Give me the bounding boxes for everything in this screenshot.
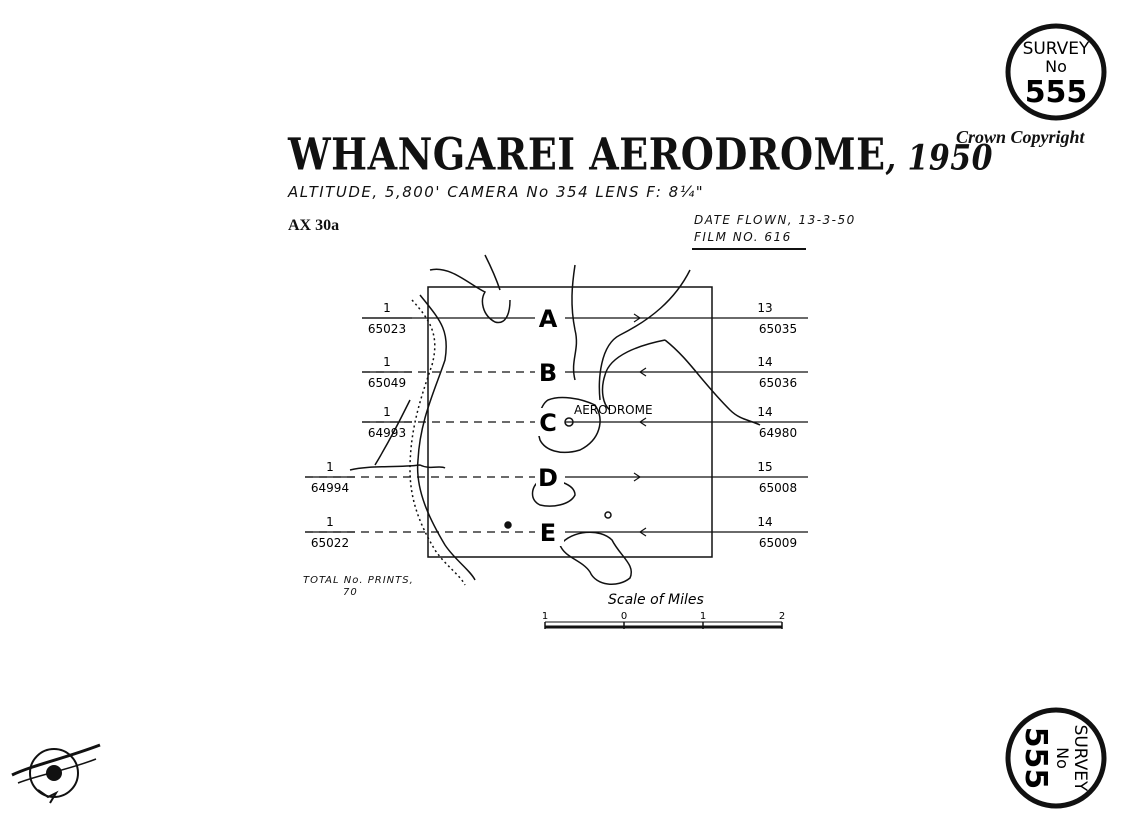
coastline-north	[430, 269, 510, 322]
survey-stamp-bottom	[1002, 704, 1114, 810]
title-main: WHANGAREI AERODROME	[288, 128, 886, 180]
right-frame-end: 14	[757, 515, 773, 529]
stamp-word-rot: SURVEY	[1070, 724, 1090, 792]
run-letter-e: E	[539, 519, 557, 547]
right-frame-number: 65035	[758, 322, 798, 336]
left-frame-start: 1	[383, 355, 391, 369]
total-prints	[303, 575, 414, 599]
scale-tick-2: 2	[778, 611, 786, 622]
scale-bar	[542, 592, 785, 629]
film-number: FILM NO. 616	[694, 230, 792, 244]
left-frame-number: 65049	[367, 376, 407, 390]
river	[599, 270, 690, 400]
survey-stamp-top	[1002, 22, 1114, 122]
map-subtitle: ALTITUDE, 5,800' CAMERA No 354 LENS F: 8¼"	[288, 183, 705, 201]
total-prints-label: TOTAL No. PRINTS,	[303, 575, 414, 586]
stamp-number-rot: 555	[1018, 726, 1053, 790]
nz-aerial-mapping-logo	[8, 735, 104, 807]
scale-tick-1b: 1	[699, 611, 707, 622]
run-letter-c: C	[539, 409, 557, 437]
left-frame-start: 1	[383, 405, 391, 419]
scale-tick-0: 0	[620, 611, 628, 622]
left-frame-number: 64993	[367, 426, 407, 440]
right-frame-number: 64980	[758, 426, 798, 440]
right-frame-number: 65036	[758, 376, 798, 390]
left-frame-start: 1	[383, 301, 391, 315]
right-frame-end: 14	[757, 355, 773, 369]
right-frame-end: 15	[757, 460, 773, 474]
scale-tick-1: 1	[541, 611, 549, 622]
stamp-no-rot: No	[1053, 747, 1072, 769]
map-title	[288, 128, 993, 180]
scale-title: Scale of Miles	[608, 592, 704, 608]
coastline-west	[418, 295, 475, 580]
total-prints-value: 70	[343, 587, 358, 598]
run-letter-a: A	[538, 305, 558, 333]
stamp-number: 555	[1024, 75, 1088, 110]
stamp-word: SURVEY	[1022, 39, 1090, 59]
right-frame-number: 65009	[758, 536, 798, 550]
right-frame-end: 14	[757, 405, 773, 419]
title-year: , 1950	[885, 138, 993, 179]
crown-copyright: Crown Copyright	[956, 127, 1085, 147]
left-frame-start: 1	[326, 460, 334, 474]
right-frame-number: 65008	[758, 481, 798, 495]
run-letter-d: D	[538, 464, 558, 492]
aerodrome-label: AERODROME	[574, 403, 653, 417]
left-frame-start: 1	[326, 515, 334, 529]
sortie-code: AX 30a	[288, 217, 340, 234]
right-frame-end: 13	[757, 301, 773, 315]
left-frame-number: 64994	[310, 481, 350, 495]
left-frame-number: 65023	[367, 322, 407, 336]
date-flown: DATE FLOWN, 13-3-50	[694, 213, 856, 227]
left-frame-number: 65022	[310, 536, 350, 550]
run-letter-b: B	[538, 359, 558, 387]
stamp-no: No	[1045, 57, 1067, 76]
